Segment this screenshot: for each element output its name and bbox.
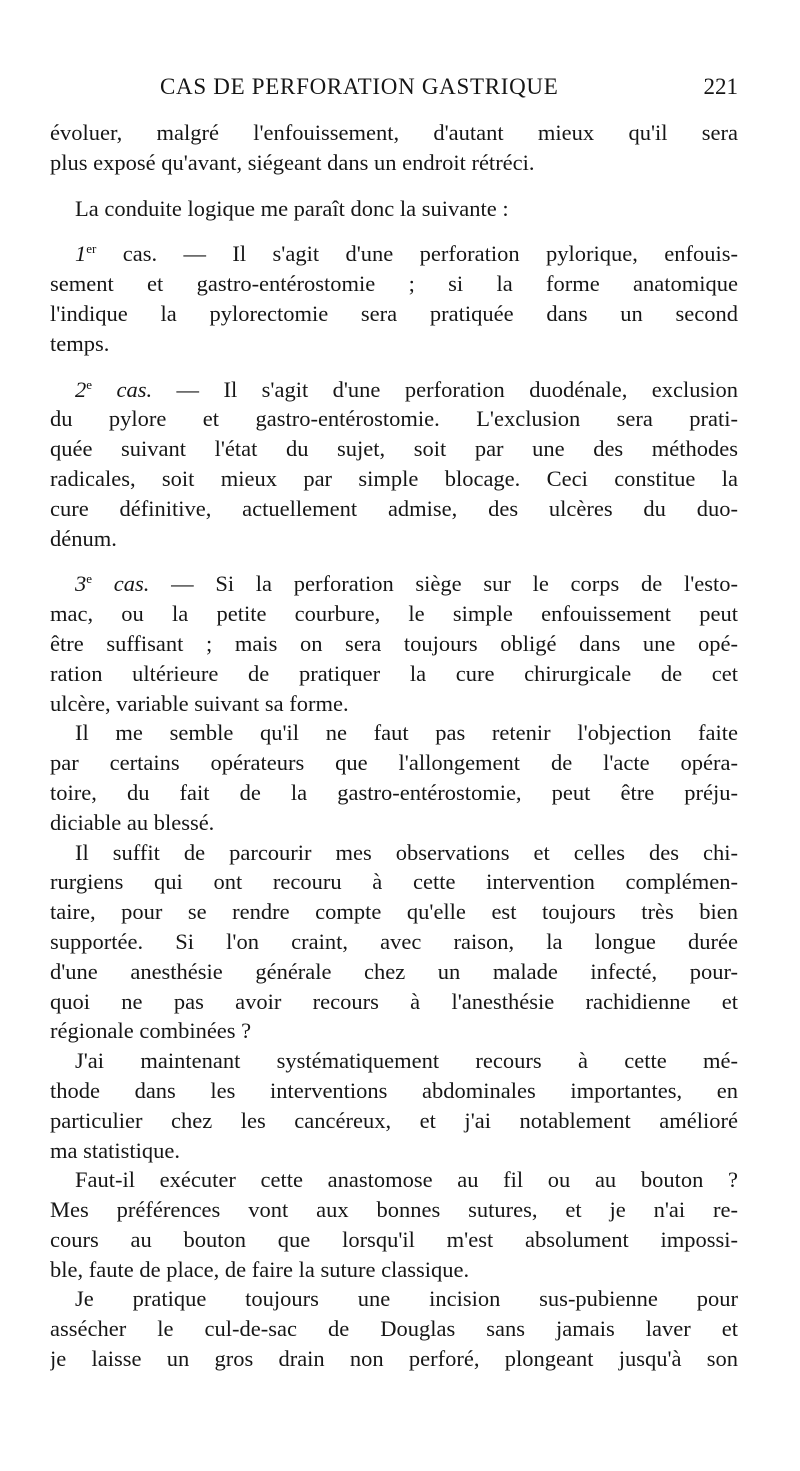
text-line: Mes préférences vont aux bonnes sutures, et je n'ai re-	[50, 1197, 738, 1223]
paragraph	[50, 1046, 738, 1165]
paragraph	[50, 1284, 738, 1373]
text-line: Faut-il exécuter cette anastomose au fil ou au bouton ?	[75, 1167, 738, 1193]
case-word: cas.	[122, 241, 158, 267]
text-line	[50, 375, 738, 405]
text-line: l'indique la pylorectomie sera pratiquée dans un second	[50, 300, 738, 326]
text-line: je laisse un gros drain non perforé, plongeant jusqu'à son	[50, 1346, 738, 1372]
text-line: plus exposé qu'avant, siégeant dans un endroit rétréci.	[50, 149, 535, 175]
text-line: toire, du fait de la gastro-entérostomie, peut être préju-	[50, 779, 738, 805]
case-word: cas.	[116, 376, 153, 402]
text-line: diciable au blessé.	[50, 809, 215, 835]
case-word: cas.	[113, 571, 150, 597]
running-title: CAS DE PERFORATION GASTRIQUE	[160, 74, 559, 99]
case-paragraph	[50, 569, 738, 718]
text-line: Il me semble qu'il ne faut pas retenir l'objection faite	[75, 720, 738, 746]
text-line: par certains opérateurs que l'allongement de l'acte opéra-	[50, 750, 738, 776]
text-line: cure définitive, actuellement admise, des ulcères du duo-	[50, 495, 738, 521]
text-line: Je pratique toujours une incision sus-pubienne pour	[75, 1286, 738, 1312]
text-line: mac, ou la petite courbure, le simple enfouissement peut	[50, 601, 738, 627]
case-paragraph	[50, 239, 738, 358]
case-number: 1er	[75, 241, 97, 267]
text-line: particulier chez les cancéreux, et j'ai notablement amélioré	[50, 1107, 738, 1133]
paragraph	[50, 718, 738, 837]
text-line: quée suivant l'état du sujet, soit par une des méthodes	[50, 436, 738, 462]
paragraph	[50, 118, 738, 178]
case-number: 3e	[75, 571, 93, 597]
text-line: évoluer, malgré l'enfouissement, d'autant mieux qu'il sera	[50, 120, 738, 145]
text-line: sement et gastro-entérostomie ; si la forme anatomique	[50, 271, 738, 297]
paragraph	[50, 194, 738, 224]
case-text: — Il s'agit d'une perforation duodénale, exclusion	[152, 376, 738, 402]
text-line: ma statistique.	[50, 1137, 180, 1163]
text-line: radicales, soit mieux par simple blocage. Ceci constitue la	[50, 465, 738, 491]
text-line	[50, 239, 738, 269]
text-line: taire, pour se rendre compte qu'elle est toujours très bien	[50, 899, 738, 925]
text-line: Il suffit de parcourir mes observations et celles des chi-	[75, 839, 738, 865]
text-line: rurgiens qui ont recouru à cette intervention complémen-	[50, 869, 738, 895]
case-text: — Il s'agit d'une perforation pylorique, enfouis-	[157, 241, 738, 267]
text-line: ble, faute de place, de faire la suture classique.	[50, 1256, 470, 1282]
paragraph	[50, 1165, 738, 1284]
text-line: du pylore et gastro-entérostomie. L'exclusion sera prati-	[50, 406, 738, 432]
text-line: cours au bouton que lorsqu'il m'est absolument impossi-	[50, 1226, 738, 1252]
text-line: supportée. Si l'on craint, avec raison, la longue durée	[50, 928, 738, 954]
text-line: régionale combinées ?	[50, 1018, 252, 1044]
text-line: ulcère, variable suivant sa forme.	[50, 690, 349, 716]
text-line	[50, 569, 738, 599]
paragraph	[50, 838, 738, 1047]
body-text	[50, 118, 738, 1374]
case-paragraph	[50, 375, 738, 554]
text-line: temps.	[50, 330, 110, 356]
case-number: 2e	[75, 376, 93, 402]
running-head	[160, 74, 738, 104]
text-line: dénum.	[50, 525, 117, 551]
case-text: — Si la perforation siège sur le corps de l'esto-	[149, 571, 738, 597]
text-line: thode dans les interventions abdominales importantes, en	[50, 1077, 738, 1103]
text-line: être suffisant ; mais on sera toujours obligé dans une opé-	[50, 630, 738, 656]
text-line: ration ultérieure de pratiquer la cure chirurgicale de cet	[50, 660, 738, 686]
text-line: d'une anesthésie générale chez un malade infecté, pour-	[50, 958, 738, 984]
page-number: 221	[703, 74, 738, 99]
text-line: La conduite logique me paraît donc la suivante :	[75, 195, 509, 221]
text-line: assécher le cul-de-sac de Douglas sans jamais laver et	[50, 1316, 738, 1342]
text-line: quoi ne pas avoir recours à l'anesthésie rachidienne et	[50, 988, 738, 1014]
text-line: J'ai maintenant systématiquement recours à cette mé-	[75, 1048, 738, 1074]
